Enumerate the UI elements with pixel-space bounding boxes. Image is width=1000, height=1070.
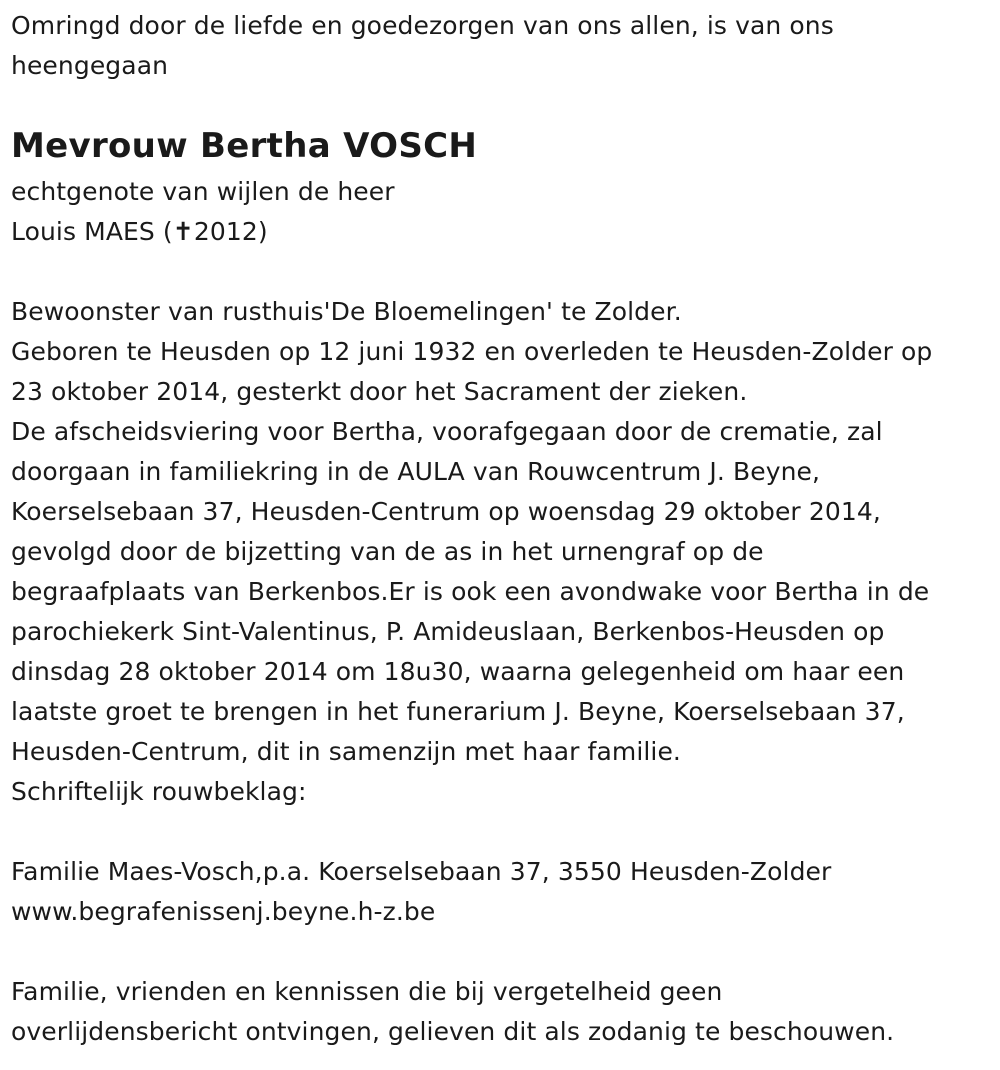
body-line: gevolgd door de bijzetting van de as in het urnengraf op de <box>11 537 764 566</box>
body-line: laatste groet te brengen in het funerarium J. Beyne, Koerselsebaan 37, <box>11 697 905 726</box>
deceased-name: Mevrouw Bertha VOSCH <box>11 126 478 166</box>
closing-line: overlijdensbericht ontvingen, gelieven dit als zodanig te beschouwen. <box>11 1017 895 1046</box>
body-line: dinsdag 28 oktober 2014 om 18u30, waarna gelegenheid om haar een <box>11 657 905 686</box>
contact-website: www.begrafenissenj.beyne.h-z.be <box>11 897 436 926</box>
closing-paragraph <box>11 972 990 1052</box>
body-line: Koerselsebaan 37, Heusden-Centrum op woensdag 29 oktober 2014, <box>11 497 881 526</box>
closing-line: Familie, vrienden en kennissen die bij vergetelheid geen <box>11 977 723 1006</box>
body-line: 23 oktober 2014, gesterkt door het Sacrament der zieken. <box>11 377 748 406</box>
body-paragraph <box>11 292 990 812</box>
body-line: Heusden-Centrum, dit in samenzijn met haar familie. <box>11 737 681 766</box>
spacer <box>11 812 990 852</box>
body-line: De afscheidsviering voor Bertha, voorafgegaan door de crematie, zal <box>11 417 883 446</box>
contact-info <box>11 852 990 932</box>
contact-address: Familie Maes-Vosch,p.a. Koerselsebaan 37, 3550 Heusden-Zolder <box>11 857 832 886</box>
body-line: Schriftelijk rouwbeklag: <box>11 777 307 806</box>
body-line: begraafplaats van Berkenbos.Er is ook een avondwake voor Bertha in de <box>11 577 930 606</box>
intro-line: Omringd door de liefde en goedezorgen van ons allen, is van ons <box>11 11 834 40</box>
intro-line: heengegaan <box>11 51 169 80</box>
spacer <box>11 252 990 292</box>
body-line: parochiekerk Sint-Valentinus, P. Amideuslaan, Berkenbos-Heusden op <box>11 617 885 646</box>
body-line: doorgaan in familiekring in de AULA van Rouwcentrum J. Beyne, <box>11 457 821 486</box>
spouse-info <box>11 172 990 252</box>
spouse-line: Louis MAES (✝2012) <box>11 217 268 246</box>
intro-paragraph <box>11 6 990 86</box>
body-line: Bewoonster van rusthuis'De Bloemelingen' te Zolder. <box>11 297 682 326</box>
body-line: Geboren te Heusden op 12 juni 1932 en overleden te Heusden-Zolder op <box>11 337 933 366</box>
spouse-line: echtgenote van wijlen de heer <box>11 177 395 206</box>
spacer <box>11 932 990 972</box>
